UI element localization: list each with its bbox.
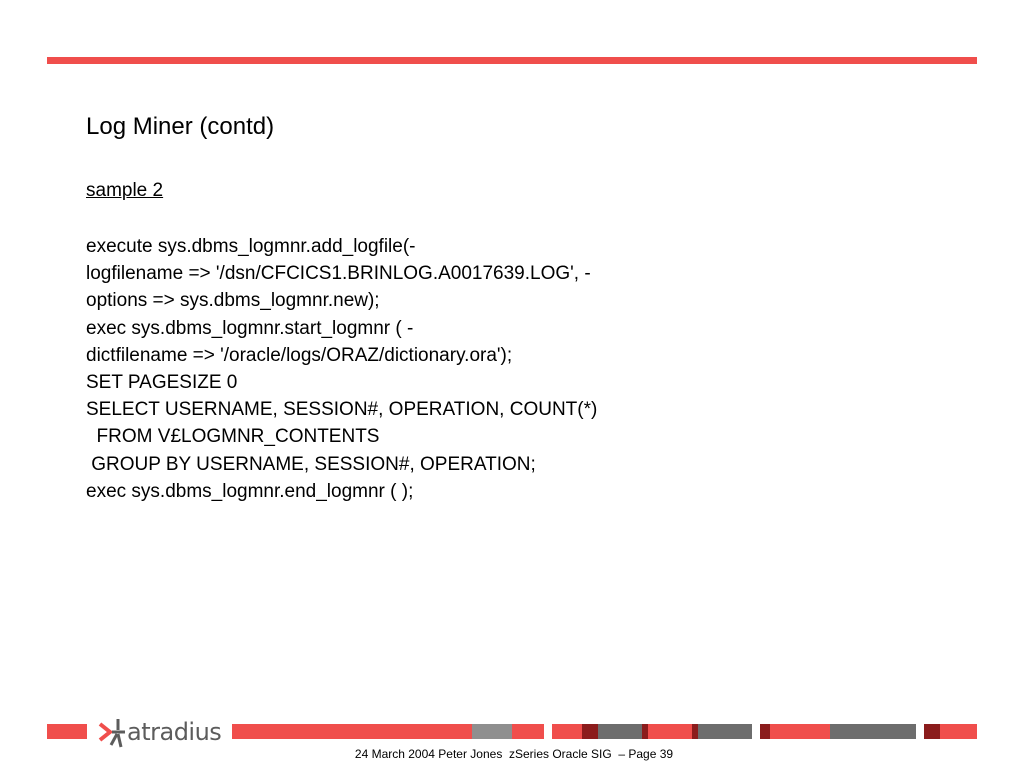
footer-bar-segment — [698, 724, 752, 739]
footer-bar-segment — [770, 724, 830, 739]
footer-bar-segment — [520, 724, 544, 739]
slide-title: Log Miner (contd) — [86, 113, 275, 140]
atradius-chevron-logo-icon — [98, 715, 126, 749]
code-line: dictfilename => '/oracle/logs/ORAZ/dictionary.ora'); — [86, 344, 513, 366]
footer-bar-segment — [472, 724, 512, 739]
footer-bar-left — [47, 724, 87, 739]
slide-subtitle: sample 2 — [86, 180, 164, 201]
code-line: exec sys.dbms_logmnr.end_logmnr ( ); — [86, 480, 414, 502]
top-accent-rule — [47, 57, 977, 64]
footer-bar-segment — [940, 724, 977, 739]
footer-bar-segment — [544, 724, 552, 739]
logo-wordmark: atradius — [127, 718, 222, 746]
footer-bar-segment — [648, 724, 692, 739]
atradius-logo — [98, 713, 221, 751]
footer-bar-segment — [924, 724, 940, 739]
footer-bar-segment — [582, 724, 598, 739]
code-line: execute sys.dbms_logmnr.add_logfile(- — [86, 236, 416, 257]
footer-bar-segment — [512, 724, 520, 739]
code-line: options => sys.dbms_logmnr.new); — [86, 290, 380, 312]
code-line: SET PAGESIZE 0 — [86, 371, 238, 393]
footer-bar-segment — [232, 724, 472, 739]
code-line: logfilename => '/dsn/CFCICS1.BRINLOG.A0017639.LOG', - — [86, 263, 591, 285]
code-line: exec sys.dbms_logmnr.start_logmnr ( - — [86, 317, 414, 339]
footer-bar-segment — [830, 724, 916, 739]
footer-bar-segment — [552, 724, 582, 739]
footer-bar-segment — [598, 724, 642, 739]
footer-bar-segment — [916, 724, 924, 739]
footer-bar-right — [232, 724, 977, 739]
code-line: GROUP BY USERNAME, SESSION#, OPERATION; — [86, 453, 536, 475]
code-line: SELECT USERNAME, SESSION#, OPERATION, COUNT(*) — [86, 399, 598, 421]
footer-bar-segment — [752, 724, 760, 739]
footer-bar-segment — [760, 724, 770, 739]
footer-caption: 24 March 2004 Peter Jones zSeries Oracle SIG – Page 39 — [354, 747, 674, 761]
code-block — [86, 233, 597, 505]
code-line: FROM V£LOGMNR_CONTENTS — [86, 426, 380, 448]
